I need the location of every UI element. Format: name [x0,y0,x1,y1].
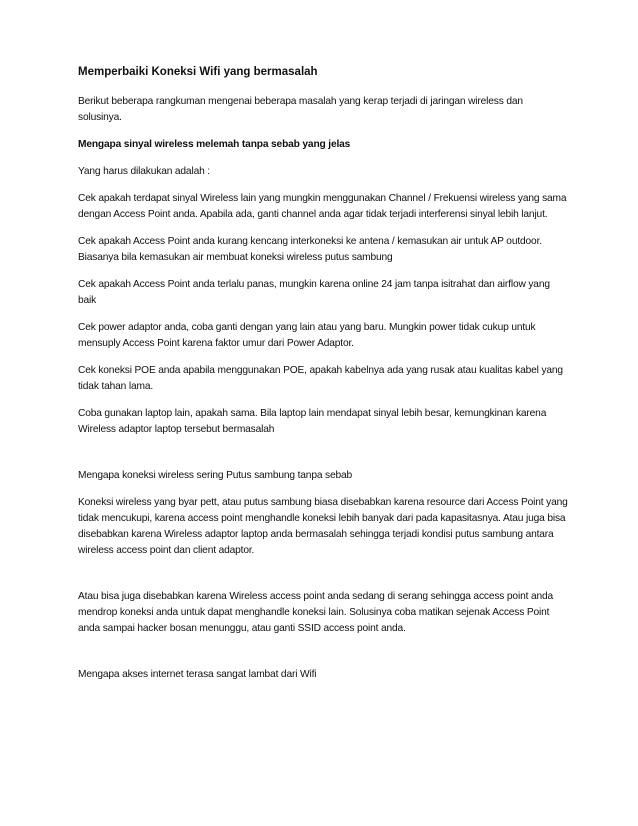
document-title: Memperbaiki Koneksi Wifi yang bermasalah [78,66,318,78]
section1-item-6: Coba gunakan laptop lain, apakah sama. Bila laptop lain mendapat sinyal lebih besar, kemungkinan karena Wireless adaptor laptop tersebut bermasalah [78,408,547,435]
section1-lead: Yang harus dilakukan adalah : [78,166,210,177]
document-page [78,64,568,694]
section2-heading: Mengapa koneksi wireless sering Putus sambung tanpa sebab [78,470,353,481]
section1-item-5: Cek koneksi POE anda apabila menggunakan POE, apakah kabelnya ada yang rusak atau kualitas kabel yang tidak tahan lama. [78,365,563,392]
section2-paragraph-2: Atau bisa juga disebabkan karena Wireless access point anda sedang di serang sehingga access point anda mendrop koneksi anda untuk dapat menghandle koneksi lain. Solusinya coba matikan sejenak Access Point anda sampai hacker bosan menunggu, atau ganti SSID access point anda. [78,591,554,634]
section3-heading: Mengapa akses internet terasa sangat lambat dari Wifi [78,669,317,680]
section1-item-1: Cek apakah terdapat sinyal Wireless lain yang mungkin menggunakan Channel / Frekuensi wireless yang sama dengan Access Point anda. Apabila ada, ganti channel anda agar tidak terjadi interferensi sinyal lebih lanjut. [78,193,567,220]
section1-item-3: Cek apakah Access Point anda terlalu panas, mungkin karena online 24 jam tanpa isitrahat dan airflow yang baik [78,279,550,306]
section1-item-2: Cek apakah Access Point anda kurang kencang interkoneksi ke antena / kemasukan air untuk AP outdoor. Biasanya bila kemasukan air membuat koneksi wireless putus sambung [78,236,542,263]
intro-paragraph: Berikut beberapa rangkuman mengenai beberapa masalah yang kerap terjadi di jaringan wireless dan solusinya. [78,96,523,123]
section1-heading: Mengapa sinyal wireless melemah tanpa sebab yang jelas [78,139,351,150]
section2-paragraph-1: Koneksi wireless yang byar pett, atau putus sambung biasa disebabkan karena resource dari Access Point yang tidak mencukupi, karena access point menghandle koneksi lebih banyak dari pada kapasitasnya. Atau juga bisa disebabkan karena Wireless adaptor laptop anda bermasalah sehingga terjadi kondisi putus sambung antara wireless access point dan client adaptor. [78,497,568,556]
section1-item-4: Cek power adaptor anda, coba ganti dengan yang lain atau yang baru. Mungkin power tidak cukup untuk mensuply Access Point karena faktor umur dari Power Adaptor. [78,322,536,349]
